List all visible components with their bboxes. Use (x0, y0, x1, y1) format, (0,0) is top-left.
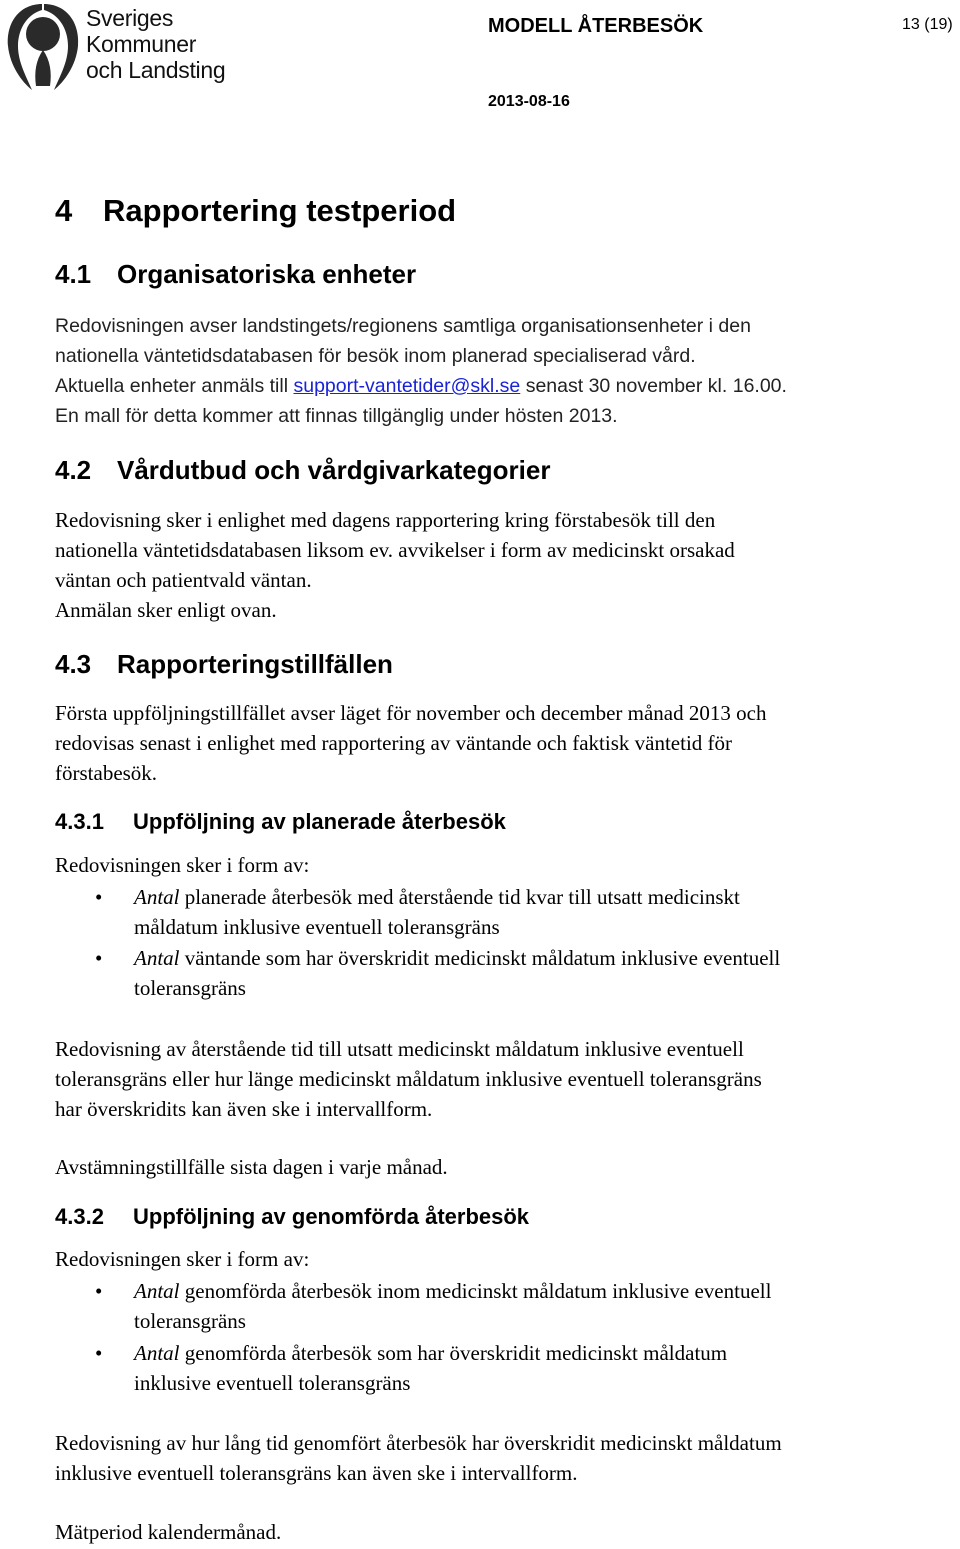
section-heading-4-3-2 (55, 1204, 529, 1230)
list-item-text: måldatum inklusive eventuell toleransgräns (134, 915, 500, 939)
bullet-dot: • (95, 1341, 103, 1365)
list-item-text: genomförda återbesök som har överskridit medicinskt måldatum (179, 1341, 728, 1365)
emphasis: Antal (134, 1279, 180, 1303)
paragraph-line: har överskridits kan även ske i intervallform. (55, 1097, 433, 1121)
paragraph-line: Redovisning av hur lång tid genomfört återbesök har överskridit medicinskt måldatum (55, 1431, 782, 1455)
emphasis: Antal (134, 946, 180, 970)
emphasis: Antal (134, 1341, 180, 1365)
section-number: 4.2 (55, 455, 92, 485)
bullet-dot: • (95, 1279, 103, 1303)
list-item-text: toleransgräns (134, 976, 246, 1000)
paragraph-line-with-link (55, 371, 955, 401)
logo-line-3: och Landsting (86, 57, 226, 83)
emphasis: Antal (134, 885, 180, 909)
paragraph-line: nationella väntetidsdatabasen för besök inom planerad specialiserad vård. (55, 345, 696, 367)
paragraph-line: redovisas senast i enlighet med rapportering av väntande och faktisk väntetid för (55, 731, 733, 755)
bullet-dot: • (95, 885, 103, 909)
section-heading-4-3 (55, 649, 393, 680)
paragraph-line: Redovisningen avser landstingets/regionens samtliga organisationsenheter i den (55, 315, 751, 337)
text-after-link: senast 30 november kl. 16.00. (520, 375, 787, 397)
section-number: 4.3.1 (55, 809, 104, 834)
text-before-link: Aktuella enheter anmäls till (55, 375, 294, 397)
list-item-text: väntande som har överskridit medicinskt måldatum inklusive eventuell (179, 946, 781, 970)
support-email-link[interactable]: support-vantetider@skl.se (293, 375, 521, 397)
paragraph-line: Avstämningstillfälle sista dagen i varje månad. (55, 1155, 448, 1179)
paragraph-line: Första uppföljningstillfället avser läget för november och december månad 2013 och (55, 701, 767, 725)
section-heading-4-1 (55, 259, 416, 290)
section-title: Rapportering testperiod (103, 193, 457, 228)
logo-line-2: Kommuner (86, 31, 197, 57)
section-number: 4.3 (55, 649, 92, 679)
skl-logo-icon (2, 0, 84, 92)
paragraph-line: Redovisning av återstående tid till utsatt medicinskt måldatum inklusive eventuell (55, 1037, 744, 1061)
paragraph-line: Redovisningen sker i form av: (55, 1247, 310, 1271)
section-title: Vårdutbud och vårdgivarkategorier (117, 455, 551, 485)
paragraph-line: nationella väntetidsdatabasen liksom ev. avvikelser i form av medicinskt orsakad (55, 538, 735, 562)
section-heading-4 (55, 193, 456, 229)
skl-logo-wordmark (86, 5, 225, 83)
section-heading-4-3-1 (55, 809, 506, 835)
page-number: 13 (19) (902, 16, 953, 33)
section-title: Uppföljning av genomförda återbesök (133, 1204, 530, 1229)
paragraph-line: Mätperiod kalendermånad. (55, 1520, 282, 1544)
section-number: 4 (55, 193, 73, 228)
section-title: Organisatoriska enheter (117, 259, 417, 289)
paragraph-line: förstabesök. (55, 761, 158, 785)
bullet-dot: • (95, 946, 103, 970)
paragraph-line: En mall för detta kommer att finnas tillgänglig under hösten 2013. (55, 405, 618, 427)
section-title: Rapporteringstillfällen (117, 649, 393, 679)
document-title: MODELL ÅTERBESÖK (488, 15, 704, 37)
logo-line-1: Sveriges (86, 5, 174, 31)
paragraph-line: Redovisning sker i enlighet med dagens rapportering kring förstabesök till den (55, 508, 716, 532)
paragraph-line: Anmälan sker enligt ovan. (55, 598, 277, 622)
skl-logo (0, 0, 240, 92)
section-number: 4.3.2 (55, 1204, 104, 1229)
document-date: 2013-08-16 (488, 93, 570, 110)
list-item-text: toleransgräns (134, 1309, 246, 1333)
section-number: 4.1 (55, 259, 92, 289)
paragraph-line: toleransgräns eller hur länge medicinskt måldatum inklusive eventuell toleransgräns (55, 1067, 762, 1091)
paragraph-line: väntan och patientvald väntan. (55, 568, 312, 592)
list-item-text: planerade återbesök med återstående tid kvar till utsatt medicinskt (179, 885, 740, 909)
list-item-text: inklusive eventuell toleransgräns (134, 1371, 411, 1395)
list-item-text: genomförda återbesök inom medicinskt måldatum inklusive eventuell (179, 1279, 772, 1303)
section-title: Uppföljning av planerade återbesök (133, 809, 506, 834)
section-heading-4-2 (55, 455, 550, 486)
paragraph-line: Redovisningen sker i form av: (55, 853, 310, 877)
paragraph-line: inklusive eventuell toleransgräns kan även ske i intervallform. (55, 1461, 578, 1485)
